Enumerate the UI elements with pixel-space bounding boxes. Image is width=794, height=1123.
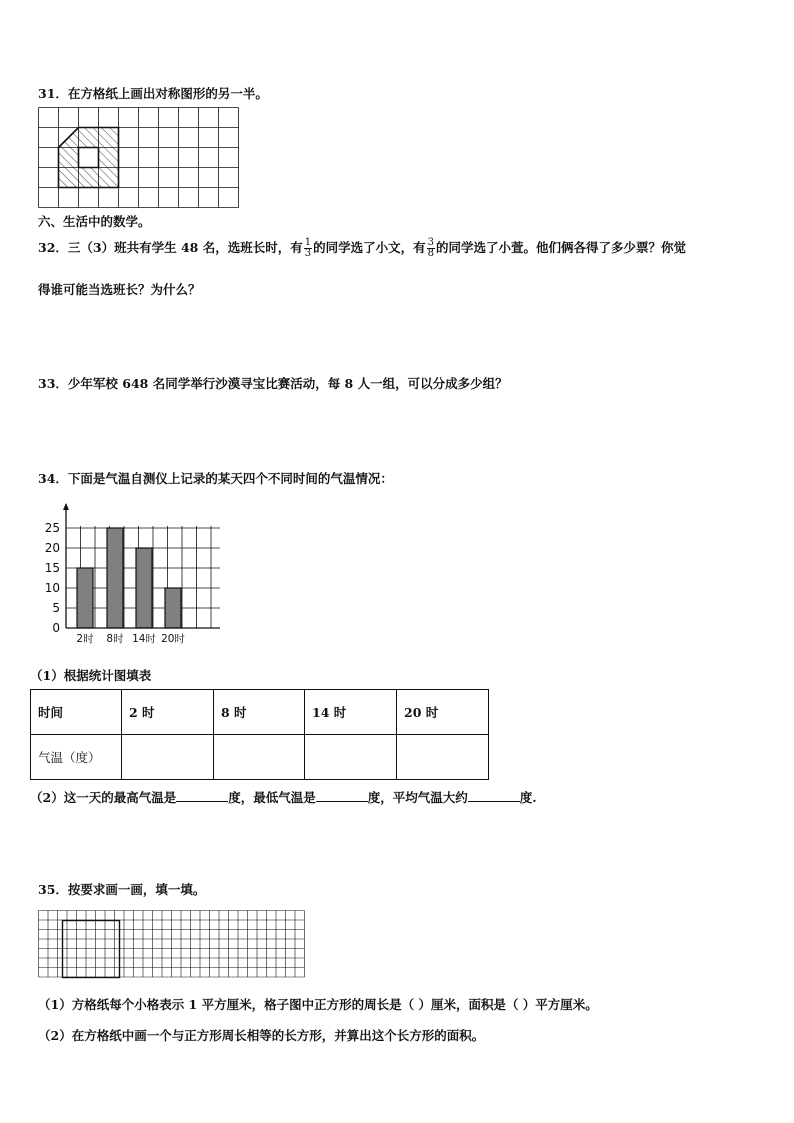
question-number: 32． — [38, 240, 68, 255]
question-text: 下面是气温自测仪上记录的某天四个不同时间的气温情况： — [67, 471, 393, 486]
table-cell: 14 时 — [305, 690, 397, 735]
x-tick-label: 20时 — [161, 633, 185, 645]
question-35-sub2: （2）在方格纸中画一个与正方形周长相等的长方形，并算出这个长方形的面积。 — [38, 1028, 485, 1043]
question-35 — [38, 880, 205, 898]
half-shape — [59, 128, 119, 188]
table-cell: 2 时 — [122, 690, 214, 735]
question-number: 34． — [38, 471, 68, 486]
sub2-text-a: （2）这一天的最高气温是 — [30, 790, 177, 805]
question-32-line2: 得谁可能当选班长？为什么？ — [38, 282, 201, 297]
bar-2时 — [77, 568, 93, 628]
question-32 — [38, 238, 686, 259]
bar-20时 — [165, 588, 181, 628]
temperature-table — [30, 689, 489, 780]
question-text-part3: 的同学选了小萱。他们俩各得了多少票？你觉 — [435, 240, 686, 255]
fraction-three-eighths: $\frac{3}{8}$ — [427, 237, 434, 259]
given-square — [63, 921, 120, 978]
square-grid — [38, 910, 306, 982]
question-text: 按要求画一画，填一填。 — [67, 882, 206, 897]
temperature-bar-chart — [40, 502, 220, 650]
table-cell: 时间 — [31, 690, 122, 735]
y-tick-label: 5 — [52, 601, 60, 615]
x-tick-label: 8时 — [106, 633, 124, 645]
sub2-text-d: 度. — [519, 790, 537, 805]
question-text: 少年军校 648 名同学举行沙漠寻宝比赛活动，每 8 人一组，可以分成多少组？ — [67, 376, 508, 391]
question-31 — [38, 84, 268, 102]
y-axis-arrow — [63, 503, 69, 510]
question-33 — [38, 374, 508, 392]
answer-cell-14h[interactable] — [305, 735, 397, 780]
question-35-sub1: （1）方格纸每个小格表示 1 平方厘米，格子图中正方形的周长是（ ）厘米，面积是（ ）平方厘米。 — [38, 997, 598, 1012]
table-row — [31, 735, 489, 780]
answer-cell-20h[interactable] — [397, 735, 489, 780]
y-tick-label: 15 — [44, 561, 60, 575]
question-number: 35． — [38, 882, 68, 897]
x-tick-label: 14时 — [132, 633, 156, 645]
table-header-row — [31, 690, 489, 735]
y-tick-label: 20 — [44, 541, 60, 555]
question-number: 33． — [38, 376, 68, 391]
table-cell: 8 时 — [214, 690, 305, 735]
answer-cell-8h[interactable] — [214, 735, 305, 780]
section-heading: 六、生活中的数学。 — [38, 214, 151, 229]
y-tick-label: 25 — [44, 521, 60, 535]
y-tick-label: 0 — [52, 621, 60, 635]
question-34-sub1: （1）根据统计图填表 — [30, 668, 152, 683]
answer-cell-2h[interactable] — [122, 735, 214, 780]
question-text: 在方格纸上画出对称图形的另一半。 — [67, 86, 268, 101]
bar-14时 — [136, 548, 152, 628]
table-row-label: 气温（度） — [31, 735, 122, 780]
symmetry-grid — [38, 107, 244, 211]
fraction-one-third: $\frac{1}{3}$ — [304, 237, 312, 259]
bar-8时 — [107, 528, 123, 628]
sub2-text-c: 度，平均气温大约 — [367, 790, 468, 805]
question-number: 31． — [38, 86, 68, 101]
y-tick-label: 10 — [44, 581, 60, 595]
x-tick-label: 2时 — [76, 633, 94, 645]
question-text-part1: 三（3）班共有学生 48 名，选班长时，有 — [67, 240, 303, 255]
table-cell: 20 时 — [397, 690, 489, 735]
question-34 — [38, 469, 393, 487]
sub2-text-b: 度，最低气温是 — [228, 790, 316, 805]
answer-blank-min[interactable] — [316, 789, 368, 802]
answer-blank-avg[interactable] — [468, 789, 520, 802]
question-text-part2: 的同学选了小文，有 — [313, 240, 426, 255]
answer-blank-max[interactable] — [176, 789, 228, 802]
question-34-sub2 — [30, 788, 537, 806]
